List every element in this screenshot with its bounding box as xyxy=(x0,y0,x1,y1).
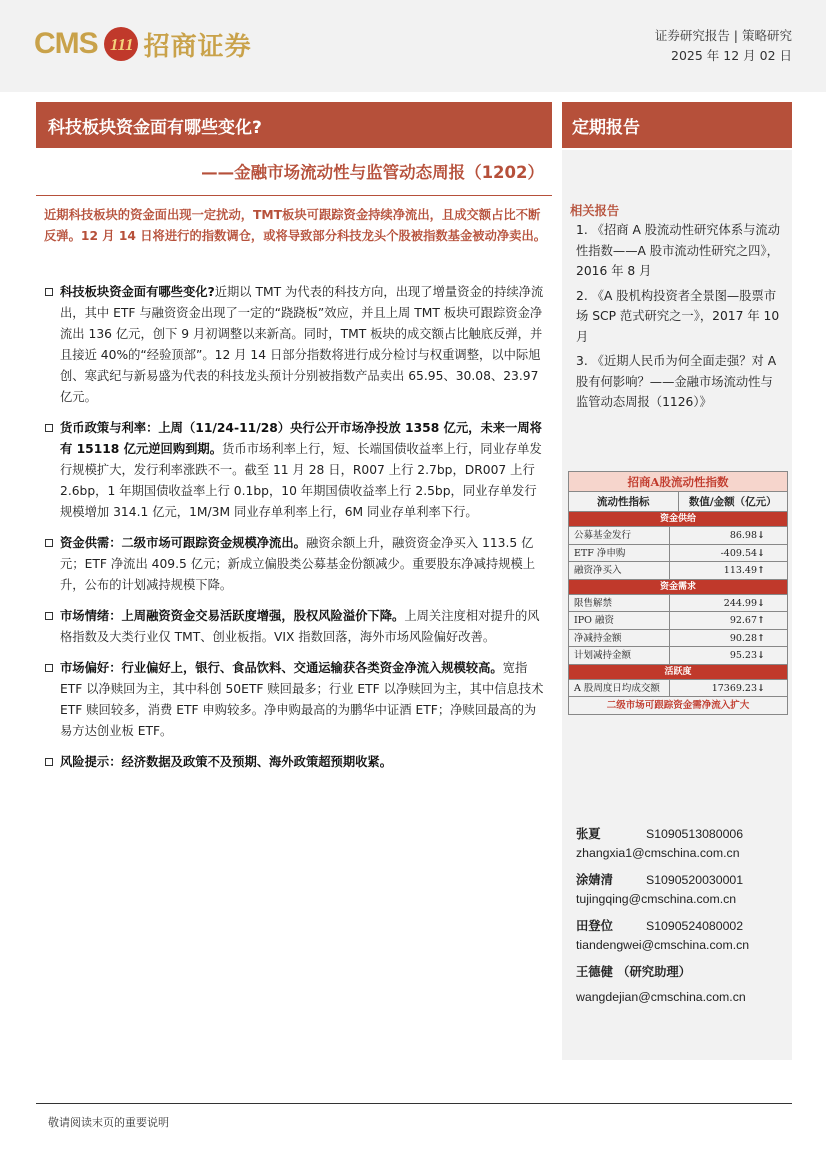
analyst-name: 王德健 （研究助理） xyxy=(576,965,691,979)
row-value xyxy=(670,680,787,697)
row-label: A 股周度日均成交额 xyxy=(569,680,670,697)
bullet-item xyxy=(44,606,548,648)
row-label: 融资净买入 xyxy=(569,562,670,579)
row-value xyxy=(670,545,787,562)
title-bar xyxy=(36,102,552,148)
analyst-email[interactable]: tiandengwei@cmschina.com.cn xyxy=(576,938,750,952)
related-report-link[interactable]: 2. 《A 股机构投资者全景图—股票市场 SCP 范式研究之一》，2017 年 10 月 xyxy=(576,288,780,344)
value-number: 92.67 xyxy=(729,615,758,626)
related-reports-title: 相关报告 xyxy=(570,204,620,218)
arrow-icon: ↓ xyxy=(757,530,765,541)
table-header-row xyxy=(569,492,787,512)
arrow-icon: ↑ xyxy=(757,632,765,644)
analyst-card xyxy=(576,962,786,1006)
page-title: 科技板块资金面有哪些变化? xyxy=(48,117,262,138)
table-row xyxy=(569,527,787,545)
analyst-email[interactable]: zhangxia1@cmschina.com.cn xyxy=(576,846,740,860)
page-header xyxy=(0,0,826,92)
analyst-card xyxy=(576,916,786,954)
value-number: -409.54 xyxy=(720,547,758,559)
bullet-item xyxy=(44,533,548,596)
bullet-lead: 市场偏好：行业偏好上，银行、食品饮料、交通运输获各类资金净流入规模较高。 xyxy=(60,661,503,675)
bullet-lead: 资金供需：二级市场可跟踪资金规模净流出。 xyxy=(60,536,306,550)
table-row xyxy=(569,612,787,630)
arrow-icon: ↑ xyxy=(757,565,765,576)
logo-cms-text: CMS xyxy=(34,27,98,60)
table-row xyxy=(569,647,787,665)
analyst-cert: S1090520030001 xyxy=(646,873,744,887)
title-divider xyxy=(36,195,552,196)
side-title-bar xyxy=(562,102,792,148)
checkbox-icon xyxy=(45,664,53,672)
row-label: 净减持金额 xyxy=(569,630,670,647)
analyst-list xyxy=(576,824,786,1014)
table-row xyxy=(569,562,787,580)
bullet-item xyxy=(44,658,548,742)
footer-disclaimer: 敬请阅读末页的重要说明 xyxy=(48,1116,169,1129)
table-section-header: 资金供给 xyxy=(569,512,787,527)
arrow-icon: ↓ xyxy=(757,682,765,694)
row-label: ETF 净申购 xyxy=(569,545,670,562)
bullet-item xyxy=(44,752,548,773)
analyst-card xyxy=(576,824,786,862)
column-header: 流动性指标 xyxy=(569,492,679,511)
footer-divider xyxy=(36,1103,792,1104)
row-label: 公募基金发行 xyxy=(569,527,670,544)
checkbox-icon xyxy=(45,539,53,547)
analyst-cert: S1090513080006 xyxy=(646,827,744,841)
bullet-list xyxy=(44,282,548,783)
value-number: 90.28 xyxy=(729,632,758,644)
row-value xyxy=(670,527,787,544)
value-number: 95.23 xyxy=(729,650,758,661)
row-value xyxy=(670,612,787,629)
bullet-text: 货币市场利率上行，短、长端国债收益率上行，同业存单发行规模扩大，发行利率涨跌不一。截至 11 月 28 日，R007 上行 2.7bp，DR007 上行 2.6bp，1 年期国债收益率上行 0.1bp，10 年期国债收益率上行 2.5bp，同业存单发行规模增加 314.1 亿元，1M/3M 同业存单利率上行，6M 同业存单利率下行。 xyxy=(60,442,542,519)
report-date: 2025 年 12 月 02 日 xyxy=(671,48,792,63)
table-row xyxy=(569,630,787,648)
table-row xyxy=(569,545,787,563)
analyst-cert: S1090524080002 xyxy=(646,919,744,933)
report-meta xyxy=(655,26,792,66)
bullet-lead: 风险提示：经济数据及政策不及预期、海外政策超预期收紧。 xyxy=(60,755,393,769)
table-title: 招商A股流动性指数 xyxy=(569,472,787,492)
logo-emblem-icon xyxy=(104,27,138,61)
row-value xyxy=(670,562,787,579)
related-report-link[interactable]: 1. 《招商 A 股流动性研究体系与流动性指数——A 股市流动性研究之四》，2016 年 8 月 xyxy=(576,223,781,278)
related-reports-list xyxy=(576,220,784,417)
row-value xyxy=(670,595,787,612)
bullet-text: 融资余额上升，融资资金净买入 113.5 亿元；ETF 净流出 409.5 亿元；新成立偏股类公募基金份额减少。重要股东净减持规模上升，公布的计划减持规模下降。 xyxy=(60,536,536,592)
bullet-item xyxy=(44,418,548,523)
bullet-item xyxy=(44,282,548,408)
side-title: 定期报告 xyxy=(572,117,640,138)
bullet-lead: 市场情绪：上周融资资金交易活跃度增强，股权风险溢价下降。 xyxy=(60,609,405,623)
arrow-icon: ↑ xyxy=(757,615,765,626)
bullet-text: 近期以 TMT 为代表的科技方向，出现了增量资金的持续净流出，其中 ETF 与融资资金出现了一定的“跷跷板”效应，并且上周 TMT 板块可跟踪资金净流出 136 亿元，创下 9 月初调整以来新高。同时，TMT 板块的成交额占比触底反弹，并且接近 40%的“经验顶部”。12 月 14 日部分指数将进行成分检讨与权重调整，以中际旭创、寒武纪与新易盛为代表的科技龙头预计分别被指数产品卖出 65.95、30.08、23.97 亿元。 xyxy=(60,285,544,404)
page-subtitle: ——金融市场流动性与监管动态周报（1202） xyxy=(201,163,544,182)
checkbox-icon xyxy=(45,424,53,432)
bullet-text: 上周关注度相对提升的风格指数及大类行业仅 TMT、创业板指。VIX 指数回落，海外市场风险偏好改善。 xyxy=(60,609,540,644)
analyst-email[interactable]: wangdejian@cmschina.com.cn xyxy=(576,990,746,1004)
checkbox-icon xyxy=(45,612,53,620)
column-header: 数值/金额（亿元） xyxy=(688,496,777,508)
analyst-card xyxy=(576,870,786,908)
table-row xyxy=(569,680,787,698)
row-label: IPO 融资 xyxy=(569,612,670,629)
row-label: 限售解禁 xyxy=(569,595,670,612)
table-footer: 二级市场可跟踪资金需净流入扩大 xyxy=(606,700,750,711)
report-type: 证券研究报告 | 策略研究 xyxy=(654,28,792,43)
checkbox-icon xyxy=(45,758,53,766)
arrow-icon: ↓ xyxy=(757,547,765,559)
table-row xyxy=(569,595,787,613)
summary-text: 近期科技板块的资金面出现一定扰动，TMT板块可跟踪资金持续净流出，且成交额占比不断反弹。12 月 14 日将进行的指数调仓，或将导致部分科技龙头个股被指数基金被动净卖出。 xyxy=(44,208,547,243)
analyst-name: 张夏 xyxy=(576,827,601,841)
arrow-icon: ↓ xyxy=(757,597,765,609)
row-value xyxy=(670,630,787,647)
table-section-header: 资金需求 xyxy=(569,580,787,595)
analyst-name: 涂婧清 xyxy=(576,873,613,887)
arrow-icon: ↓ xyxy=(757,650,765,661)
liquidity-index-table xyxy=(568,471,788,715)
row-value xyxy=(670,647,787,664)
value-number: 244.99 xyxy=(723,597,758,609)
analyst-name: 田登位 xyxy=(576,919,613,933)
value-number: 113.49 xyxy=(723,565,758,576)
bullet-lead: 货币政策与利率：上周（11/24-11/28）央行公开市场净投放 1358 亿元，未来一周将有 15118 亿元逆回购到期。 xyxy=(60,421,542,456)
table-section-header: 活跃度 xyxy=(569,665,787,680)
svg-text:111: 111 xyxy=(109,35,134,54)
value-number: 86.98 xyxy=(729,530,758,541)
bullet-lead: 科技板块资金面有哪些变化? xyxy=(60,285,215,299)
logo-cn-text: 招商证券 xyxy=(143,31,252,62)
analyst-email[interactable]: tujingqing@cmschina.com.cn xyxy=(576,892,737,906)
related-report-link[interactable]: 3. 《近期人民币为何全面走强？对 A 股有何影响？——金融市场流动性与监管动态周报（1126）》 xyxy=(576,354,777,409)
brand-logo xyxy=(34,22,252,66)
row-label: 计划减持金额 xyxy=(569,647,670,664)
checkbox-icon xyxy=(45,288,53,296)
value-number: 17369.23 xyxy=(711,682,758,694)
bullet-text: 宽指 ETF 以净赎回为主，其中科创 50ETF 赎回最多；行业 ETF 以净赎回为主，其中信息技术 ETF 赎回较多，消费 ETF 申购较多。净申购最高的为鹏华中证酒 ETF；净赎回最高的为易方达创业板 ETF。 xyxy=(60,661,544,738)
